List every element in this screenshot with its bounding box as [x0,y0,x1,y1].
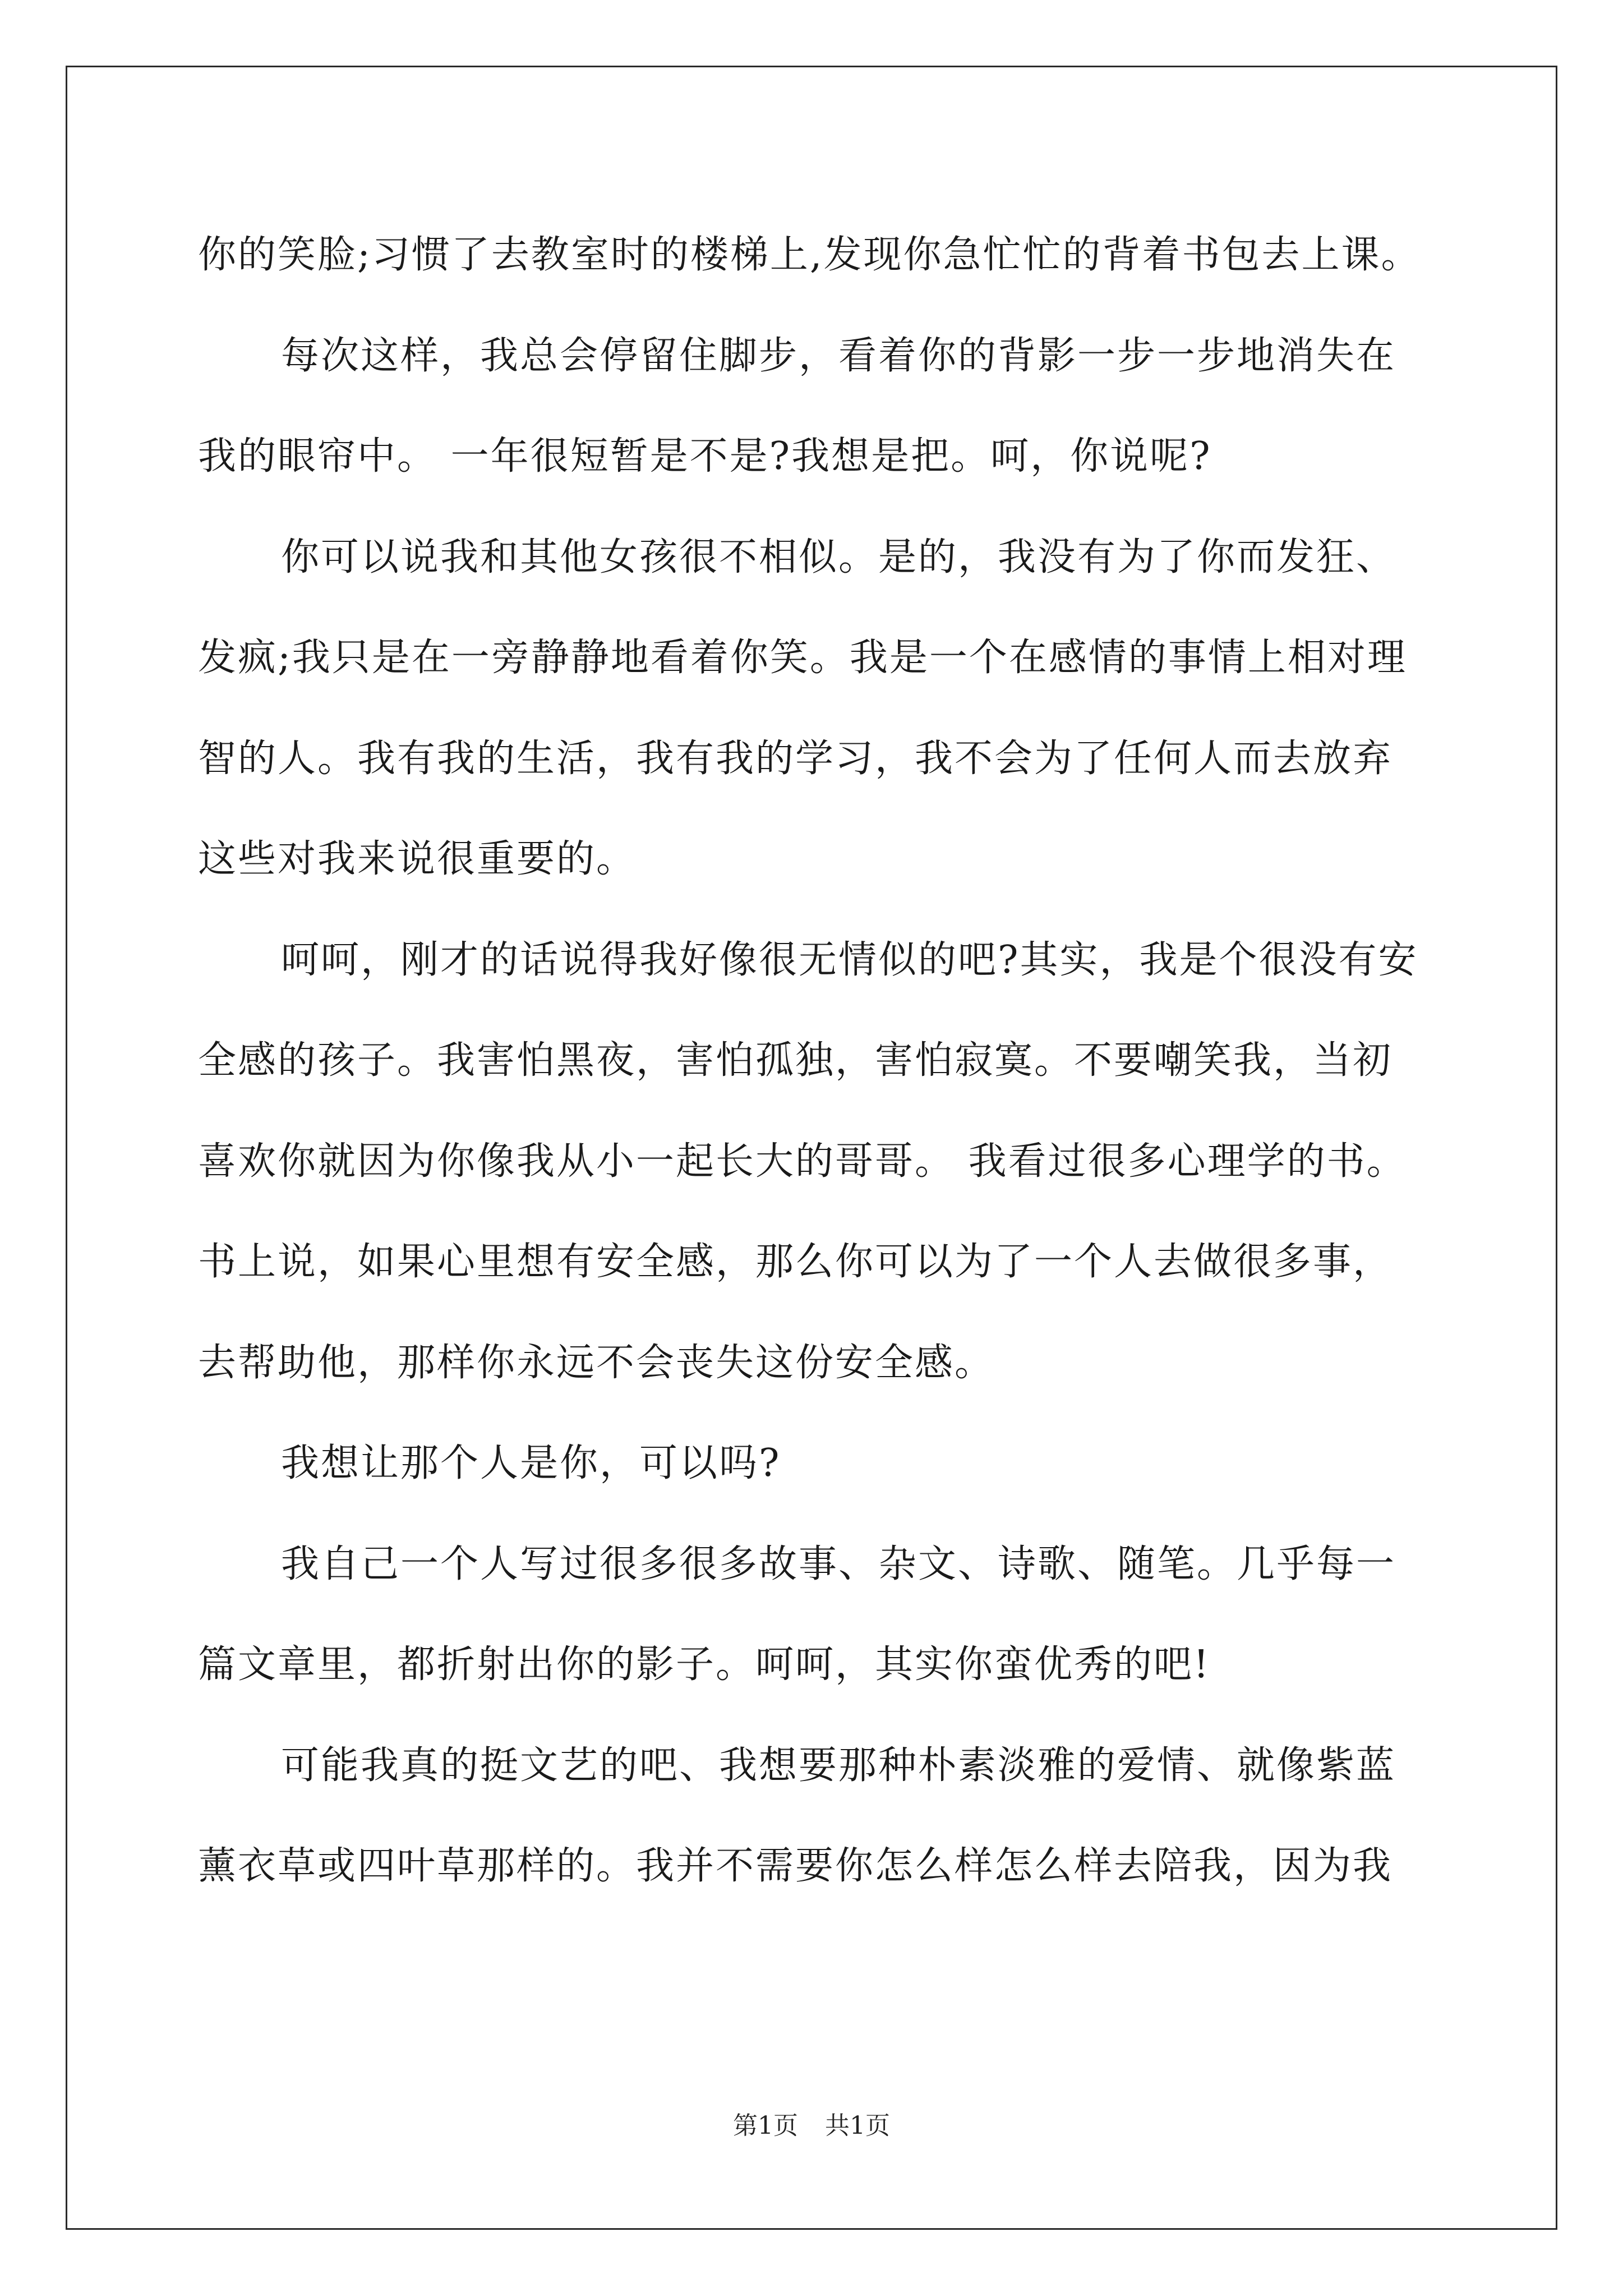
text-line: 发疯;我只是在一旁静静地看着你笑。我是一个在感情的事情上相对理 [198,636,1407,680]
text-line: 这些对我来说很重要的。 [198,837,637,881]
text-line: 呵呵，刚才的话说得我好像很无情似的吧?其实，我是个很没有安 [281,937,1418,982]
text-line: 书上说，如果心里想有安全感，那么你可以为了一个人去做很多事， [198,1240,1393,1284]
text-line: 我的眼帘中。 一年很短暂是不是?我想是把。呵，你说呢? [198,434,1212,478]
text-line: 你可以说我和其他女孩很不相似。是的，我没有为了你而发狂、 [281,535,1396,579]
text-line: 薰衣草或四叶草那样的。我并不需要你怎么样怎么样去陪我，因为我 [198,1844,1393,1888]
text-line: 智的人。我有我的生活，我有我的学习，我不会为了任何人而去放弃 [198,736,1393,781]
text-line: 全感的孩子。我害怕黑夜，害怕孤独，害怕寂寞。不要嘲笑我，当初 [198,1038,1393,1083]
text-line: 篇文章里，都折射出你的影子。呵呵，其实你蛮优秀的吧! [198,1642,1211,1687]
text-line: 每次这样，我总会停留住脚步，看着你的背影一步一步地消失在 [281,333,1396,378]
text-line: 我想让那个人是你，可以吗? [281,1441,781,1485]
text-line: 喜欢你就因为你像我从小一起长大的哥哥。 我看过很多心理学的书。 [198,1139,1407,1184]
page-number: 第1页 [733,2111,798,2140]
text-line: 可能我真的挺文艺的吧、我想要那种朴素淡雅的爱情、就像紫蓝 [281,1743,1396,1788]
page-footer [0,2109,1623,2143]
text-line: 你的笑脸;习惯了去教室时的楼梯上,发现你急忙忙的背着书包去上课。 [198,233,1421,277]
document-body [198,205,1449,1917]
text-line: 我自己一个人写过很多很多故事、杂文、诗歌、随笔。几乎每一 [281,1542,1396,1586]
text-line: 去帮助他，那样你永远不会丧失这份安全感。 [198,1340,995,1385]
page-total: 共1页 [825,2111,890,2140]
